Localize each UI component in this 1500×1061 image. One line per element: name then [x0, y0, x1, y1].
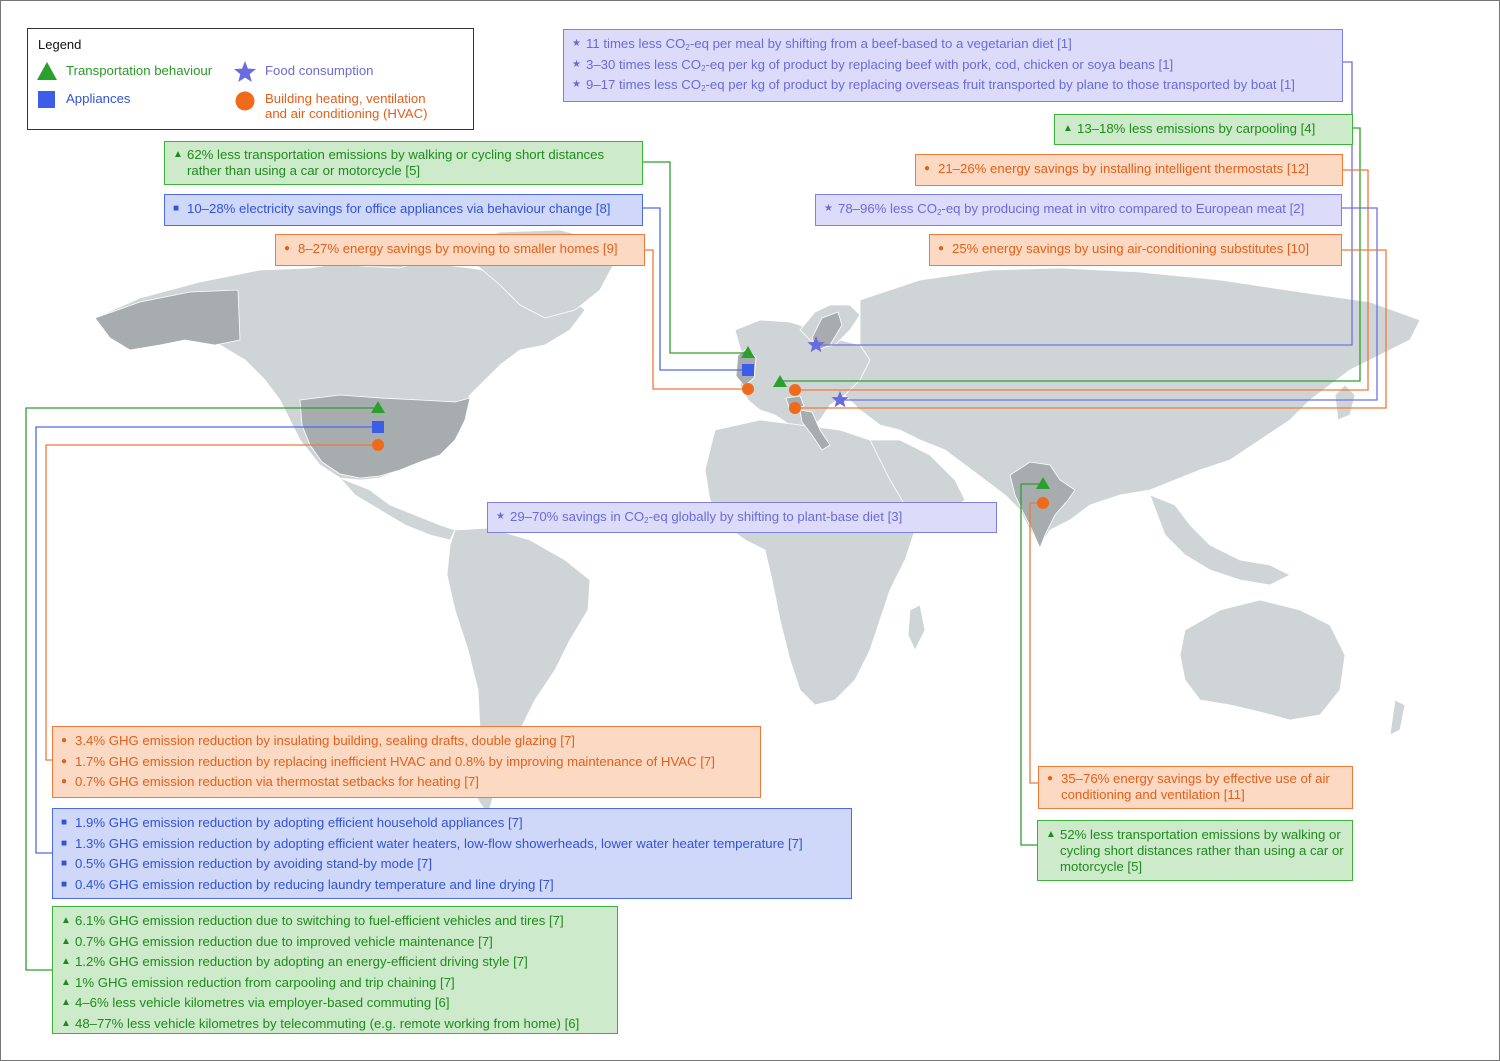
usa-transport-line-5: ▲ 4–6% less vehicle kilometres via employer-based commuting [6]: [61, 993, 609, 1014]
marker-appliances-uk: [742, 364, 754, 376]
circle-icon: [938, 239, 952, 259]
usa-transport-line-1: ▲ 6.1% GHG emission reduction due to switching to fuel-efficient vehicles and tires [7]: [61, 911, 609, 932]
star-icon: [496, 507, 510, 527]
circle-icon: [234, 90, 256, 112]
india-walk-box: [1037, 820, 1353, 881]
usa-appl-line-4: ■ 0.4% GHG emission reduction by reducing laundry temperature and line drying [7]: [61, 875, 843, 896]
uk-homes-text: 8–27% energy savings by moving to smaller homes [9]: [298, 241, 618, 256]
usa-transport-line-3: ▲ 1.2% GHG emission reduction by adopting an energy-efficient driving style [7]: [61, 952, 609, 973]
thermostat-box: [915, 154, 1343, 186]
legend-appliances: Appliances: [66, 91, 131, 106]
star-icon: [572, 75, 586, 95]
usa-hvac-line-1: ● 3.4% GHG emission reduction by insulating building, sealing drafts, double glazing [7]: [61, 731, 752, 752]
marker-hvac-uk: [742, 383, 754, 395]
invitro-text: 78–96% less $CO_2-eq$ by producing meat in vitro compared to European meat [2]: [838, 201, 1305, 217]
uk-office-box: [164, 194, 643, 226]
triangle-icon: [36, 61, 58, 81]
square-icon: [173, 199, 187, 219]
food-europe-line-3: ★ 9–17 times less $CO_2-eq$ per kg of product by replacing overseas fruit transported by plane to those transported by boat [1]: [572, 75, 1334, 96]
usa-transport-line-4: ▲ 1% GHG emission reduction from carpooling and trip chaining [7]: [61, 973, 609, 994]
usa-hvac-box: [52, 726, 761, 798]
uk-walk-box: [164, 141, 643, 185]
legend-hvac-line2: and air conditioning (HVAC): [265, 106, 428, 121]
global-diet-text: 29–70% savings in $CO_2-eq$ globally by shifting to plant-base diet [3]: [510, 509, 903, 525]
usa-appl-line-3: ■ 0.5% GHG emission reduction by avoiding stand-by mode [7]: [61, 854, 843, 875]
triangle-icon: [1063, 119, 1077, 139]
food-europe-line-1: ★ 11 times less $CO_2-eq$ per meal by shifting from a beef-based to a vegetarian diet [1]: [572, 34, 1334, 55]
star-icon: [572, 55, 586, 75]
circle-icon: [924, 159, 938, 179]
legend: [27, 28, 474, 130]
india-ac-box: [1038, 766, 1353, 809]
square-icon: [37, 90, 57, 110]
usa-transport-line-6: ▲ 48–77% less vehicle kilometres by telecommuting (e.g. remote working from home) [6]: [61, 1014, 609, 1035]
carpool-box: [1054, 114, 1353, 145]
legend-transport: Transportation behaviour: [66, 63, 213, 78]
circle-icon: [284, 239, 298, 259]
food-europe-line-2: ★ 3–30 times less $CO_2-eq$ per kg of product by replacing beef with pork, cod, chicken or soya beans [1]: [572, 55, 1334, 76]
triangle-icon: [61, 973, 75, 993]
marker-hvac-italy: [789, 402, 801, 414]
circle-icon: [61, 772, 75, 792]
uk-office-text: 10–28% electricity savings for office appliances via behaviour change [8]: [187, 201, 611, 216]
triangle-icon: [61, 952, 75, 972]
triangle-icon: [61, 911, 75, 931]
global-diet-box: [487, 502, 997, 533]
ac-substitutes-text: 25% energy savings by using air-conditioning substitutes [10]: [952, 241, 1310, 256]
star-icon: [233, 60, 257, 82]
star-icon: [572, 34, 586, 54]
usa-appliances-box: [52, 808, 852, 899]
triangle-icon: [61, 932, 75, 952]
usa-hvac-line-3: ● 0.7% GHG emission reduction via thermostat setbacks for heating [7]: [61, 772, 752, 793]
square-icon: [61, 813, 75, 833]
ac-substitutes-box: [929, 234, 1342, 266]
india-ac-text: 35–76% energy savings by effective use of air conditioning and ventilation [11]: [1061, 771, 1330, 802]
usa-transport-line-2: ▲ 0.7% GHG emission reduction due to improved vehicle maintenance [7]: [61, 932, 609, 953]
legend-hvac-line1: Building heating, ventilation: [265, 91, 426, 106]
usa-appl-line-1: ■ 1.9% GHG emission reduction by adopting efficient household appliances [7]: [61, 813, 843, 834]
usa-transport-box: [52, 906, 618, 1034]
carpool-text: 13–18% less emissions by carpooling [4]: [1077, 121, 1316, 136]
marker-hvac-usa: [372, 439, 384, 451]
marker-appliances-usa: [372, 421, 384, 433]
triangle-icon: [61, 993, 75, 1013]
usa-appl-line-2: ■ 1.3% GHG emission reduction by adopting efficient water heaters, low-flow showerheads, lower water heater temperature [7]: [61, 834, 843, 855]
triangle-icon: [1046, 827, 1060, 843]
triangle-icon: [61, 1014, 75, 1034]
marker-hvac-india: [1037, 497, 1049, 509]
circle-icon: [61, 752, 75, 772]
square-icon: [61, 834, 75, 854]
marker-hvac-europe: [789, 384, 801, 396]
thermostat-text: 21–26% energy savings by installing intelligent thermostats [12]: [938, 161, 1309, 176]
circle-icon: [1047, 771, 1061, 787]
invitro-box: [815, 194, 1342, 226]
uk-homes-box: [275, 234, 645, 266]
star-icon: [824, 199, 838, 219]
uk-walk-text: 62% less transportation emissions by walking or cycling short distances rather than using a car or motorcycle [5]: [187, 147, 605, 178]
food-europe-box: [563, 29, 1343, 102]
usa-hvac-line-2: ● 1.7% GHG emission reduction by replacing inefficient HVAC and 0.8% by improving maintenance of HVAC [7]: [61, 752, 752, 773]
legend-title: Legend: [38, 37, 82, 52]
triangle-icon: [173, 147, 187, 163]
circle-icon: [61, 731, 75, 751]
square-icon: [61, 854, 75, 874]
india-walk-text: 52% less transportation emissions by walking or cycling short distances rather than using a car or motorcycle [5]: [1060, 827, 1344, 874]
legend-food: Food consumption: [265, 63, 374, 78]
square-icon: [61, 875, 75, 895]
